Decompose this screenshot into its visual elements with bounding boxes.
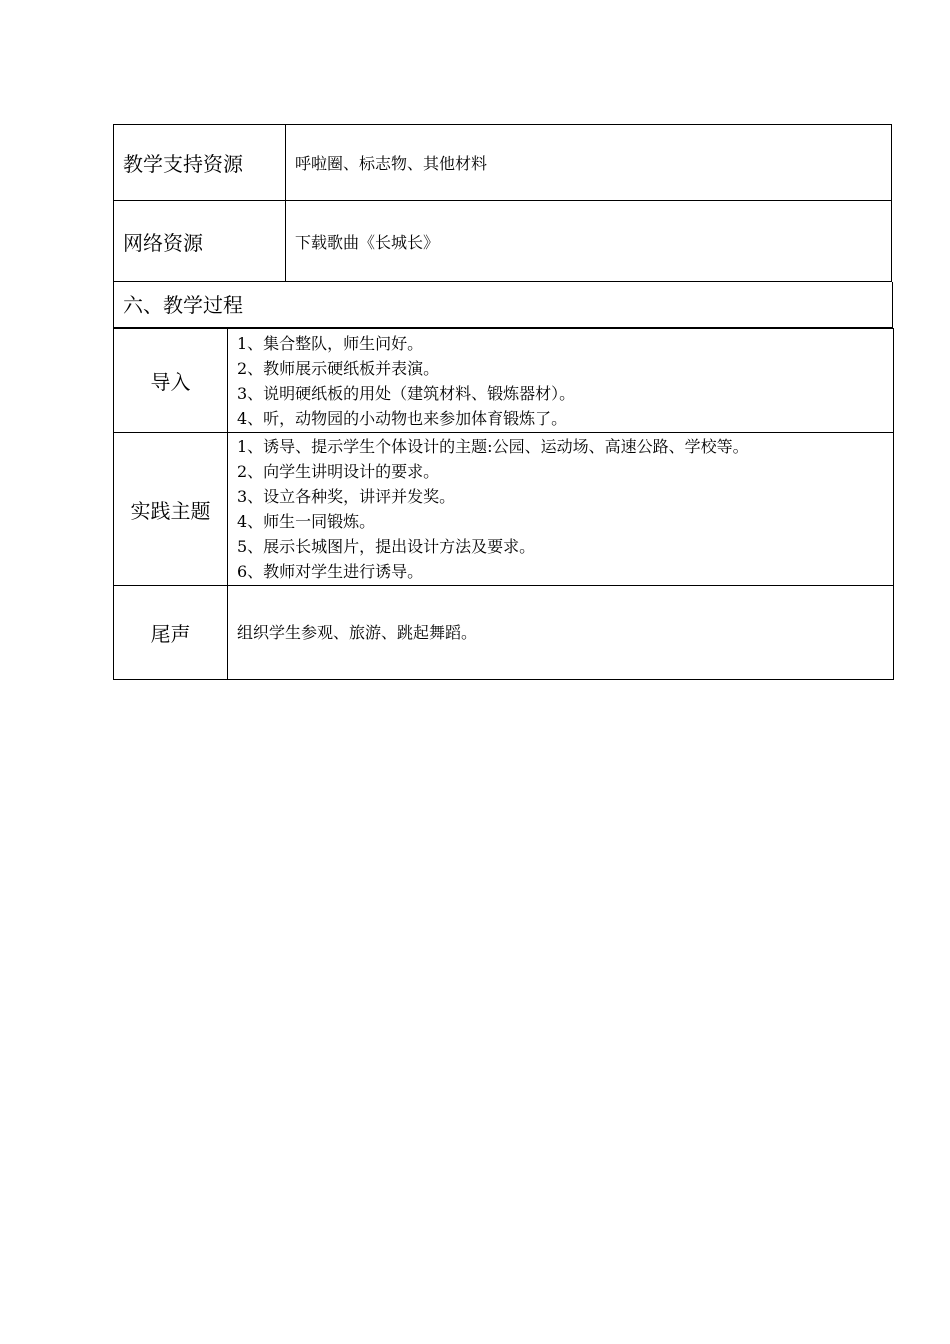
resources-table	[113, 124, 892, 282]
ending-row	[114, 586, 894, 680]
process-table	[113, 328, 894, 680]
teaching-support-value: 呼啦圈、标志物、其他材料	[286, 125, 892, 201]
intro-content	[228, 329, 894, 433]
practice-line: 1、诱导、提示学生个体设计的主题:公园、运动场、高速公路、学校等。	[237, 437, 749, 456]
teaching-support-row	[114, 125, 892, 201]
practice-line: 2、向学生讲明设计的要求。	[237, 462, 440, 481]
ending-label: 尾声	[114, 586, 228, 680]
intro-line: 1、集合整队，师生问好。	[237, 333, 424, 353]
practice-label: 实践主题	[114, 433, 228, 586]
practice-content	[228, 433, 894, 586]
intro-label: 导入	[114, 329, 228, 433]
network-resources-row	[114, 201, 892, 282]
intro-row	[114, 329, 894, 433]
network-resources-value: 下载歌曲《长城长》	[286, 201, 892, 282]
practice-line: 5、展示长城图片，提出设计方法及要求。	[237, 537, 536, 556]
intro-line: 3、说明硬纸板的用处（建筑材料、锻炼器材）。	[237, 383, 576, 403]
network-resources-label: 网络资源	[114, 201, 286, 282]
process-section-title: 六、教学过程	[113, 282, 893, 328]
intro-line: 4、听，动物园的小动物也来参加体育锻炼了。	[237, 408, 568, 428]
teaching-support-label: 教学支持资源	[114, 125, 286, 201]
practice-line: 4、师生一同锻炼。	[237, 512, 376, 531]
practice-line: 6、教师对学生进行诱导。	[237, 562, 424, 581]
ending-content: 组织学生参观、旅游、跳起舞蹈。	[228, 586, 894, 680]
practice-line: 3、设立各种奖，讲评并发奖。	[237, 487, 456, 506]
intro-line: 2、教师展示硬纸板并表演。	[237, 358, 440, 378]
practice-row	[114, 433, 894, 586]
